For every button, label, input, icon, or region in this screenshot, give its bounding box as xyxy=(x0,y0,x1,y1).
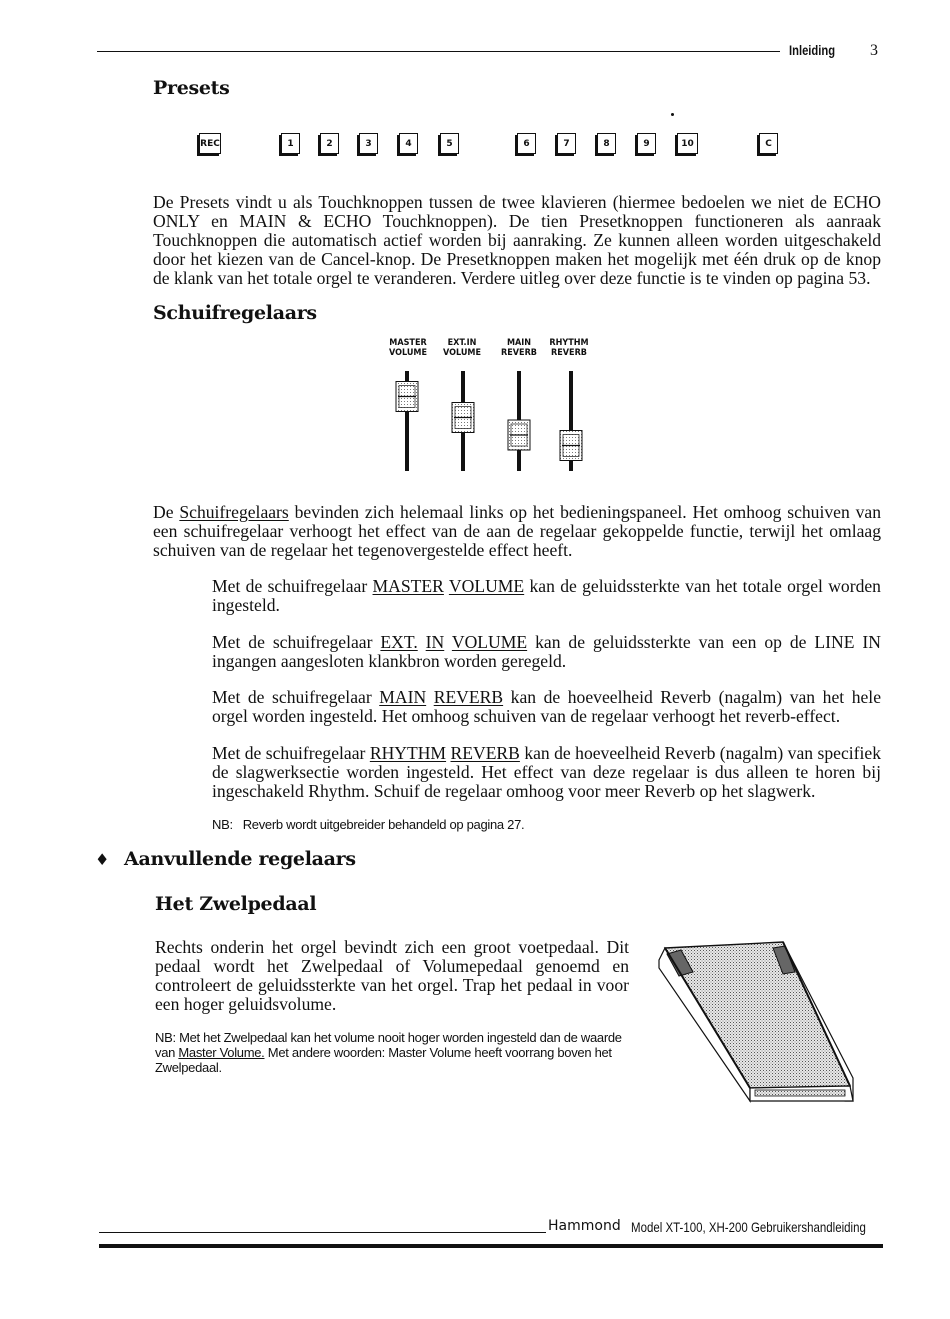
footer-rule-thin xyxy=(99,1232,546,1233)
slider-label-master-volume: MASTER VOLUME xyxy=(389,338,427,358)
preset-button-5[interactable]: 5 xyxy=(440,133,459,154)
slider-knob-rhythm-reverb[interactable] xyxy=(560,431,582,461)
preset-button-4[interactable]: 4 xyxy=(399,133,418,154)
footer-brand: Hammond xyxy=(548,1218,621,1234)
preset-button-8[interactable]: 8 xyxy=(597,133,616,154)
footer-rule-thick xyxy=(99,1244,883,1248)
zwelpedaal-heading: Het Zwelpedaal xyxy=(155,893,317,915)
master-volume-term: Master Volume. xyxy=(178,1045,265,1060)
dot-mark xyxy=(671,113,674,116)
reverb-note: NB: Reverb wordt uitgebreider behandeld op pagina 27. xyxy=(212,817,525,832)
sliders-heading: Schuifregelaars xyxy=(153,302,317,324)
presets-paragraph: De Presets vindt u als Touchknoppen tussen de twee klavieren (hiermee bedoelen we niet de ECHO ONLY en MAIN & ECHO Touchknoppen). De tien Presetknoppen functioneren als aanraak Touchknoppen die automatisch actief worden bij aanraking. Ze kunnen alleen worden uitgeschakeld door het kiezen van de Cancel-knop. De Presetknoppen maken het mogelijk met één druk op de knop de klank van het totale orgel te veranderen. Verdere uitleg over deze functie is te vinden op pagina 53. xyxy=(153,192,881,288)
preset-button-cancel[interactable]: C xyxy=(759,133,778,154)
slider-label-rhythm-reverb: RHYTHM REVERB xyxy=(549,338,589,358)
slider-knob-ext-in-volume[interactable] xyxy=(452,403,474,433)
page-number: 3 xyxy=(870,42,878,59)
preset-button-1[interactable]: 1 xyxy=(281,133,300,154)
bullet-icon: ♦ xyxy=(95,850,110,869)
slider-knob-main-reverb[interactable] xyxy=(508,420,530,450)
presets-heading: Presets xyxy=(153,77,230,99)
preset-button-9[interactable]: 9 xyxy=(637,133,656,154)
extra-heading: Aanvullende regelaars xyxy=(124,848,356,870)
slider-item-ext-in-volume: Met de schuifregelaar EXT. IN VOLUME kan de geluidssterkte van een op de LINE IN ingangen aangesloten klankbron worden geregeld. xyxy=(212,632,881,671)
slider-item-main-reverb: Met de schuifregelaar MAIN REVERB kan de hoeveelheid Reverb (nagalm) van het hele orgel worden ingesteld. Het omhoog schuiven van de regelaar verhoogt het reverb-effect. xyxy=(212,687,881,726)
swell-pedal-illustration xyxy=(655,938,857,1103)
slider-knob-master-volume[interactable] xyxy=(396,382,418,412)
sliders-intro: De Schuifregelaars bevinden zich helemaal links op het bedieningspaneel. Het omhoog schuiven van een schuifregelaar verhoogt het effect van de aan de regelaar gekoppelde functie, terwijl het omlaag schuiven van de regelaar het tegenovergestelde effect heeft. xyxy=(153,502,881,560)
preset-button-7[interactable]: 7 xyxy=(557,133,576,154)
slider-label-ext-in-volume: EXT.IN VOLUME xyxy=(443,338,481,358)
preset-button-2[interactable]: 2 xyxy=(320,133,339,154)
slider-illustration xyxy=(380,365,600,475)
slider-label-main-reverb: MAIN REVERB xyxy=(501,338,537,358)
preset-button-6[interactable]: 6 xyxy=(517,133,536,154)
preset-button-rec[interactable]: REC xyxy=(199,133,221,154)
header-rule xyxy=(97,51,780,52)
slider-item-rhythm-reverb: Met de schuifregelaar RHYTHM REVERB kan de hoeveelheid Reverb (nagalm) van specifiek de slagwerksectie worden ingesteld. Het effect van deze regelaar is dus alleen te horen bij ingeschakeld Rhythm. Schuif de regelaar omhoog voor meer Reverb op het slagwerk. xyxy=(212,743,882,801)
slider-item-master-volume: Met de schuifregelaar MASTER VOLUME kan de geluidssterkte van het totale orgel worden ingesteld. xyxy=(212,576,881,615)
zwelpedaal-note: NB: Met het Zwelpedaal kan het volume nooit hoger worden ingesteld dan de waarde van Master Volume. Met andere woorden: Master Volume heeft voorrang boven het Zwelpedaal. xyxy=(155,1030,622,1075)
footer-text: Model XT-100, XH-200 Gebruikershandleiding xyxy=(631,1219,866,1235)
schuifregelaars-term: Schuifregelaars xyxy=(179,502,289,522)
zwelpedaal-paragraph: Rechts onderin het orgel bevindt zich een groot voetpedaal. Dit pedaal wordt het Zwelpedaal of Volumepedaal genoemd en controleert de geluidssterkte van het orgel. Trap het pedaal in voor een hoger geluidsvolume. xyxy=(155,937,629,1014)
header-section: Inleiding xyxy=(789,42,836,58)
preset-button-10[interactable]: 10 xyxy=(677,133,698,154)
preset-button-3[interactable]: 3 xyxy=(359,133,378,154)
